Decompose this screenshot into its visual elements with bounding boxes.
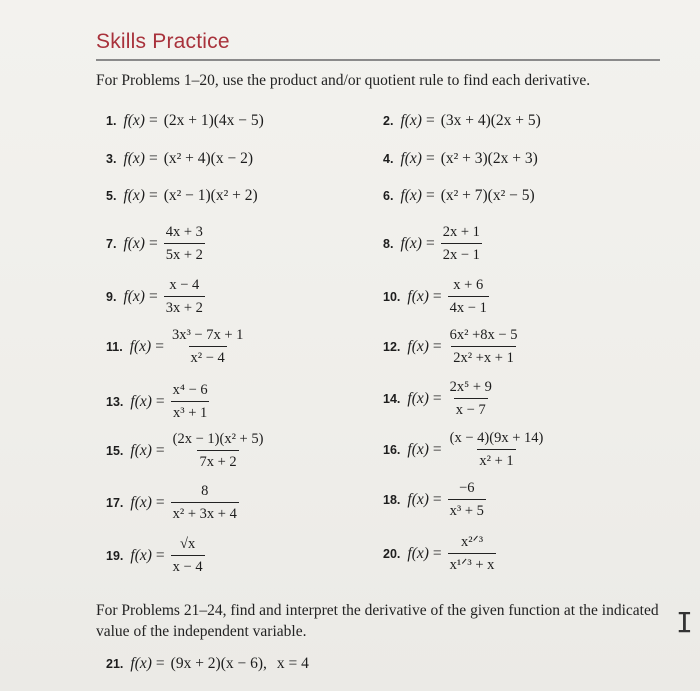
equals-sign: = [155, 441, 165, 459]
denominator: x² − 4 [189, 346, 227, 366]
equals-sign: = [425, 187, 435, 204]
equals-sign: = [432, 544, 442, 562]
equals-sign: = [148, 234, 158, 252]
equals-sign: = [425, 150, 435, 167]
instructions-1-20: For Problems 1–20, use the product and/or quotient rule to find each derivative. [96, 72, 591, 89]
fraction [171, 383, 210, 420]
numerator: 4x + 3 [165, 224, 203, 240]
fraction [164, 225, 205, 262]
expression: (3x + 4)(2x + 5) [440, 112, 541, 129]
fraction [448, 380, 494, 417]
problem-16 [383, 431, 545, 468]
function-label: f(x) [130, 546, 152, 564]
numerator: −6 [459, 480, 475, 496]
problem-number: 10. [383, 289, 401, 304]
problem-15 [106, 432, 265, 469]
expression: (x² + 3)(2x + 3) [440, 150, 538, 167]
equals-sign: = [155, 655, 165, 672]
denominator: 7x + 2 [197, 450, 238, 470]
problem-number: 17. [106, 495, 124, 510]
problem-number: 12. [383, 339, 401, 354]
denominator: 4x − 1 [448, 296, 489, 316]
problem-number: 2. [383, 114, 394, 128]
problem-18 [383, 481, 486, 518]
numerator: 6x² +8x − 5 [449, 327, 518, 343]
function-label: f(x) [407, 544, 429, 562]
denominator: 2x² +x + 1 [451, 346, 516, 366]
problem-1 [106, 112, 264, 130]
equals-sign: = [432, 287, 442, 305]
denominator: x³ + 1 [171, 401, 209, 421]
numerator: 2x⁵ + 9 [449, 379, 492, 395]
function-label: f(x) [130, 441, 152, 459]
fraction [171, 432, 266, 469]
equals-sign: = [155, 392, 165, 410]
problem-17 [106, 484, 239, 521]
function-label: f(x) [400, 234, 422, 252]
fraction [448, 278, 489, 315]
problem-3 [106, 150, 253, 168]
numerator: 8 [201, 483, 209, 499]
function-label: f(x) [400, 112, 422, 129]
function-label: f(x) [407, 440, 429, 458]
problem-number: 6. [383, 189, 394, 203]
problem-11 [106, 328, 245, 365]
fraction [448, 431, 546, 468]
problem-number: 20. [383, 546, 401, 561]
equals-sign: = [432, 389, 442, 407]
equals-sign: = [148, 112, 158, 129]
function-label: f(x) [123, 234, 145, 252]
problem-number: 3. [106, 152, 117, 166]
numerator: x²ᐟ³ [460, 534, 484, 550]
function-label: f(x) [130, 655, 152, 672]
instructions-21-24: For Problems 21–24, find and interpret the derivative of the given function at the indicated value of the independent variable. [96, 602, 659, 640]
function-label: f(x) [407, 337, 429, 355]
expression: (x² + 7)(x² − 5) [440, 187, 535, 204]
equals-sign: = [432, 337, 442, 355]
problem-number: 7. [106, 236, 117, 251]
problem-14 [383, 380, 494, 417]
problem-number: 8. [383, 236, 394, 251]
section-title: Skills Practice [96, 30, 230, 53]
function-label: f(x) [123, 287, 145, 305]
numerator: x + 6 [453, 277, 484, 293]
numerator: 2x + 1 [442, 224, 480, 240]
function-label: f(x) [130, 392, 152, 410]
numerator: (2x − 1)(x² + 5) [172, 431, 264, 447]
denominator: x − 4 [171, 555, 205, 575]
denominator: 3x + 2 [164, 296, 205, 316]
equals-sign: = [148, 187, 158, 204]
equals-sign: = [155, 546, 165, 564]
problem-2 [383, 112, 541, 130]
problem-number: 14. [383, 391, 401, 406]
problem-19 [106, 537, 205, 574]
numerator: 3x³ − 7x + 1 [171, 327, 244, 343]
denominator: x¹ᐟ³ + x [448, 553, 497, 573]
equals-sign: = [432, 440, 442, 458]
expression: (x² + 4)(x − 2) [163, 150, 253, 167]
problem-20 [383, 535, 496, 572]
function-label: f(x) [407, 389, 429, 407]
numerator: √x [180, 536, 196, 552]
fraction [164, 278, 205, 315]
equals-sign: = [148, 287, 158, 305]
fraction [441, 225, 482, 262]
problem-5 [106, 187, 258, 205]
equals-sign: = [148, 150, 158, 167]
function-label: f(x) [407, 490, 429, 508]
problem-number: 1. [106, 114, 117, 128]
problem-21 [106, 655, 309, 673]
equals-sign: = [425, 112, 435, 129]
function-label: f(x) [400, 187, 422, 204]
problem-13 [106, 383, 210, 420]
denominator: 2x − 1 [441, 243, 482, 263]
denominator: x³ + 5 [448, 499, 486, 519]
function-label: f(x) [123, 187, 145, 204]
fraction [171, 537, 205, 574]
denominator: x − 7 [454, 398, 488, 418]
fraction [448, 328, 520, 365]
fraction [448, 535, 497, 572]
denominator: x² + 1 [477, 449, 515, 469]
function-label: f(x) [123, 150, 145, 167]
problem-9 [106, 278, 205, 315]
problem-4 [383, 150, 538, 168]
problem-number: 11. [106, 339, 123, 354]
equals-sign: = [432, 490, 442, 508]
expression: (9x + 2)(x − 6), [170, 655, 267, 672]
numerator: x⁴ − 6 [172, 382, 208, 398]
problem-number: 15. [106, 443, 124, 458]
numerator: (x − 4)(9x + 14) [449, 430, 544, 446]
problem-number: 9. [106, 289, 117, 304]
problem-number: 19. [106, 548, 124, 563]
evaluation-point: x = 4 [276, 655, 309, 672]
fraction [448, 481, 486, 518]
expression: (2x + 1)(4x − 5) [163, 112, 264, 129]
problem-number: 16. [383, 442, 401, 457]
problem-number: 4. [383, 152, 394, 166]
function-label: f(x) [407, 287, 429, 305]
problem-7 [106, 225, 205, 262]
equals-sign: = [155, 493, 165, 511]
problem-number: 13. [106, 394, 124, 409]
fraction [171, 484, 239, 521]
problem-8 [383, 225, 482, 262]
text-cursor-icon: I [676, 606, 693, 639]
problem-number: 21. [106, 657, 124, 671]
denominator: x² + 3x + 4 [171, 502, 239, 522]
function-label: f(x) [123, 112, 145, 129]
function-label: f(x) [400, 150, 422, 167]
problem-10 [383, 278, 489, 315]
numerator: x − 4 [169, 277, 200, 293]
title-divider [96, 59, 660, 61]
denominator: 5x + 2 [164, 243, 205, 263]
function-label: f(x) [129, 337, 152, 355]
fraction [170, 328, 245, 365]
function-label: f(x) [130, 493, 152, 511]
problem-number: 5. [106, 189, 117, 203]
equals-sign: = [155, 337, 164, 355]
problem-number: 18. [383, 492, 401, 507]
problem-12 [383, 328, 519, 365]
expression: (x² − 1)(x² + 2) [163, 187, 258, 204]
equals-sign: = [425, 234, 435, 252]
problem-6 [383, 187, 535, 205]
